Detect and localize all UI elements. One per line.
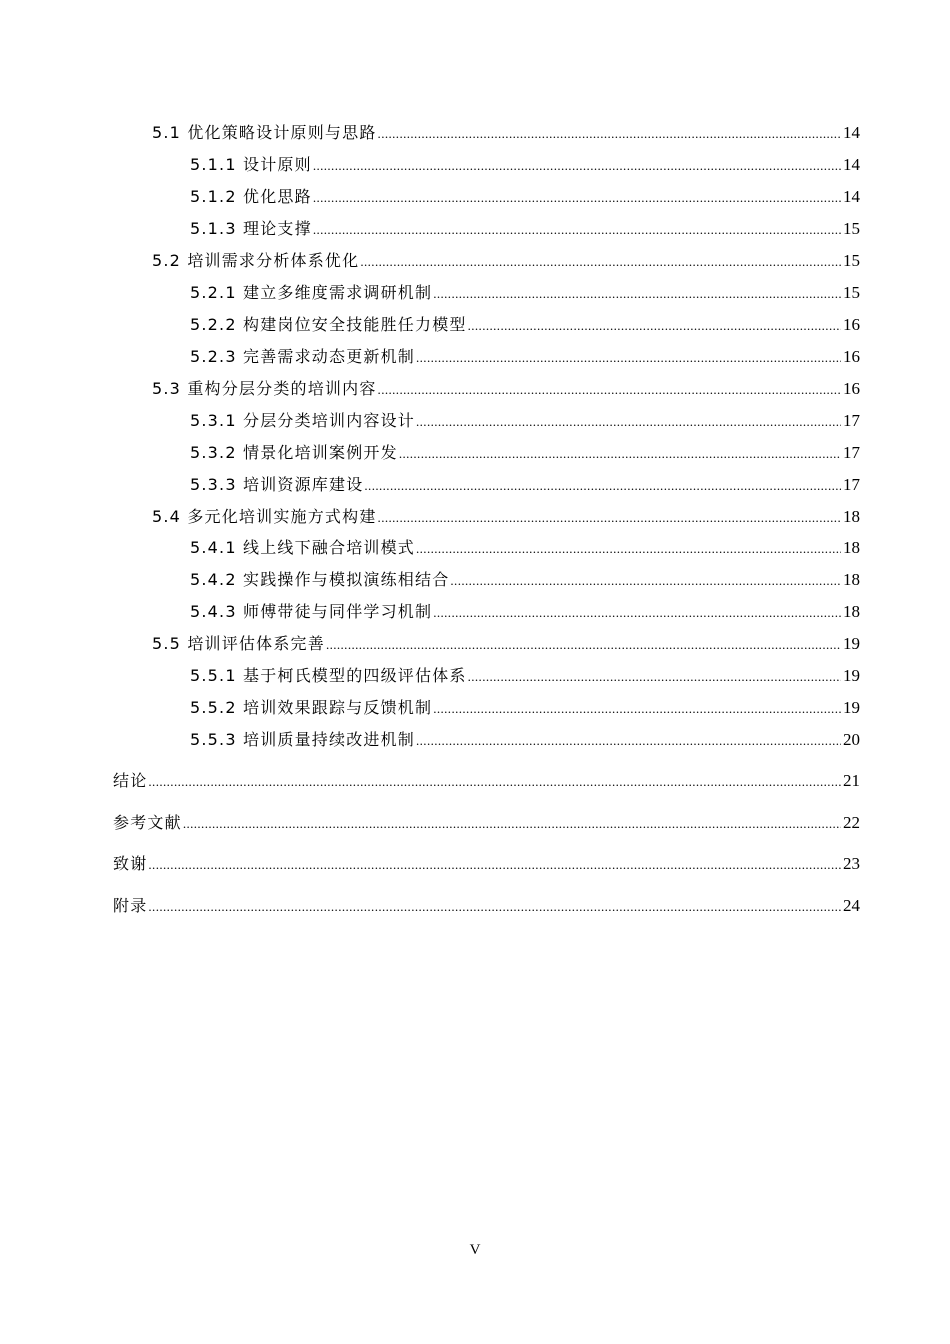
toc-entry-page: 14 — [843, 155, 860, 174]
toc-entry-label: 5.5 培训评估体系完善 — [152, 634, 325, 653]
toc-leader-dots — [378, 382, 841, 398]
toc-entry-label: 5.2 培训需求分析体系优化 — [152, 251, 360, 270]
toc-leader-dots — [378, 510, 841, 526]
toc-entry-label: 致谢 — [113, 854, 148, 873]
toc-entry-page: 15 — [843, 219, 860, 238]
toc-entry-page: 19 — [843, 634, 860, 653]
toc-entry-page: 19 — [843, 666, 860, 685]
toc-leader-dots — [416, 414, 841, 430]
toc-entry-page: 23 — [843, 854, 860, 873]
toc-leader-dots — [378, 126, 841, 142]
toc-entry-label: 5.3 重构分层分类的培训内容 — [152, 379, 377, 398]
toc-leader-dots — [450, 573, 841, 589]
toc-leader-dots — [416, 733, 841, 749]
toc-entry[interactable] — [190, 567, 860, 590]
toc-entry[interactable] — [190, 312, 860, 335]
toc-entry-page: 21 — [843, 771, 860, 790]
toc-entry-label: 5.4.1 线上线下融合培训模式 — [190, 538, 415, 557]
toc-entry[interactable] — [113, 893, 860, 916]
toc-entry-label: 5.1.2 优化思路 — [190, 187, 312, 206]
toc-entry[interactable] — [190, 408, 860, 431]
toc-entry[interactable] — [190, 344, 860, 367]
toc-entry-label: 5.2.3 完善需求动态更新机制 — [190, 347, 415, 366]
toc-leader-dots — [364, 478, 841, 494]
toc-entry-page: 18 — [843, 570, 860, 589]
toc-entry[interactable] — [152, 120, 860, 143]
toc-entry[interactable] — [152, 504, 860, 527]
toc-entry-page: 16 — [843, 315, 860, 334]
toc-entry[interactable] — [113, 768, 860, 791]
toc-entry[interactable] — [190, 663, 860, 686]
toc-leader-dots — [148, 774, 841, 790]
toc-leader-dots — [360, 254, 841, 270]
toc-entry-label: 参考文献 — [113, 813, 182, 832]
toc-entry-label: 附录 — [113, 896, 148, 915]
page-number: V — [469, 1242, 481, 1258]
toc-entry-page: 20 — [843, 730, 860, 749]
toc-entry-page: 24 — [843, 896, 860, 915]
toc-entry-page: 15 — [843, 283, 860, 302]
toc-entry-label: 5.2.1 建立多维度需求调研机制 — [190, 283, 433, 302]
toc-entry-page: 18 — [843, 602, 860, 621]
toc-entry-page: 19 — [843, 698, 860, 717]
toc-leader-dots — [313, 190, 841, 206]
toc-entry[interactable] — [113, 851, 860, 874]
toc-entry-page: 17 — [843, 475, 860, 494]
toc-entry[interactable] — [190, 472, 860, 495]
toc-leader-dots — [183, 816, 841, 832]
toc-entry[interactable] — [190, 280, 860, 303]
toc-leader-dots — [399, 446, 841, 462]
toc-entry[interactable] — [190, 216, 860, 239]
toc-entry[interactable] — [152, 631, 860, 654]
toc-entry-label: 5.1 优化策略设计原则与思路 — [152, 123, 377, 142]
toc-entry[interactable] — [190, 535, 860, 558]
toc-entry-label: 5.5.3 培训质量持续改进机制 — [190, 730, 415, 749]
toc-entry-label: 5.4 多元化培训实施方式构建 — [152, 507, 377, 526]
toc-entry-label: 5.4.3 师傅带徒与同伴学习机制 — [190, 602, 433, 621]
toc-leader-dots — [433, 605, 841, 621]
toc-entry-label: 5.5.1 基于柯氏模型的四级评估体系 — [190, 666, 467, 685]
toc-entry[interactable] — [152, 248, 860, 271]
toc-leader-dots — [468, 318, 841, 334]
toc-leader-dots — [416, 350, 841, 366]
toc-entry-label: 5.3.2 情景化培训案例开发 — [190, 443, 398, 462]
toc-entry-page: 14 — [843, 187, 860, 206]
toc-leader-dots — [313, 222, 841, 238]
toc-entry-page: 16 — [843, 347, 860, 366]
toc-entry-page: 17 — [843, 411, 860, 430]
toc-leader-dots — [148, 899, 841, 915]
toc-entry[interactable] — [190, 727, 860, 750]
toc-entry-label: 5.3.1 分层分类培训内容设计 — [190, 411, 415, 430]
toc-entry-label: 5.3.3 培训资源库建设 — [190, 475, 364, 494]
toc-entry[interactable] — [152, 376, 860, 399]
toc-entry[interactable] — [190, 599, 860, 622]
toc-leader-dots — [416, 541, 841, 557]
toc-entry-page: 18 — [843, 507, 860, 526]
toc-leader-dots — [433, 286, 841, 302]
toc-entry-page: 16 — [843, 379, 860, 398]
toc-entry[interactable] — [190, 152, 860, 175]
toc-entry-page: 22 — [843, 813, 860, 832]
toc-leader-dots — [148, 857, 841, 873]
toc-entry[interactable] — [190, 695, 860, 718]
toc-entry-page: 14 — [843, 123, 860, 142]
toc-entry-page: 18 — [843, 538, 860, 557]
toc-leader-dots — [468, 669, 841, 685]
toc-entry-label: 5.1.1 设计原则 — [190, 155, 312, 174]
toc-entry-label: 5.5.2 培训效果跟踪与反馈机制 — [190, 698, 433, 717]
toc-entry-label: 5.1.3 理论支撑 — [190, 219, 312, 238]
toc-entry-label: 5.2.2 构建岗位安全技能胜任力模型 — [190, 315, 467, 334]
toc-entry-label: 5.4.2 实践操作与模拟演练相结合 — [190, 570, 450, 589]
toc-entry[interactable] — [190, 184, 860, 207]
toc-leader-dots — [433, 701, 841, 717]
toc-entry[interactable] — [190, 440, 860, 463]
toc-entry-label: 结论 — [113, 771, 148, 790]
toc-entry[interactable] — [113, 810, 860, 833]
toc-leader-dots — [326, 637, 841, 653]
toc-entry-page: 17 — [843, 443, 860, 462]
toc-entry-page: 15 — [843, 251, 860, 270]
toc-leader-dots — [313, 158, 841, 174]
